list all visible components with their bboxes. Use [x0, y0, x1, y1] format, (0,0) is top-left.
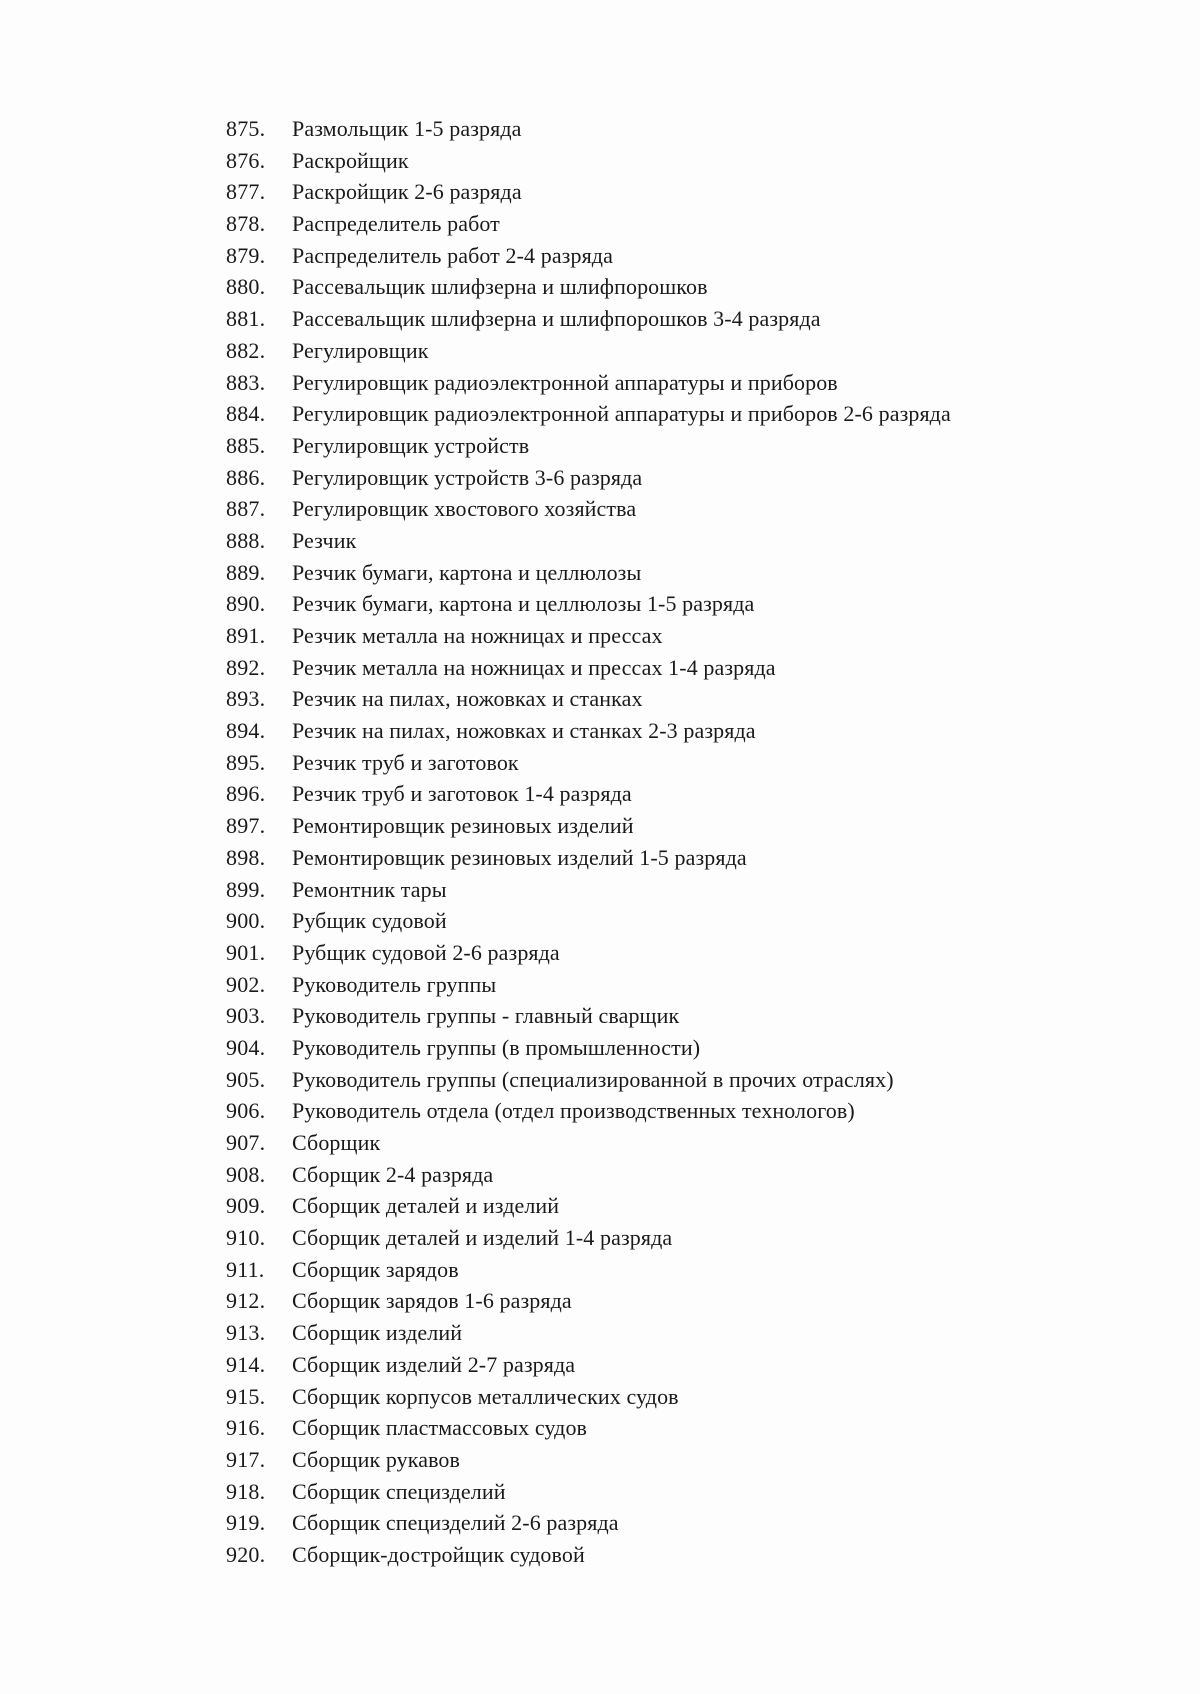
item-text: Резчик металла на ножницах и прессах	[292, 623, 663, 648]
item-number: 881.	[226, 306, 266, 332]
list-item	[226, 113, 1126, 145]
item-number: 906.	[226, 1098, 266, 1124]
list-item	[226, 208, 1126, 240]
list-item	[226, 271, 1126, 303]
item-text: Резчик на пилах, ножовках и станках 2-3 разряда	[292, 718, 756, 744]
item-text: Рубщик судовой 2-6 разряда	[292, 939, 560, 965]
item-number: 917.	[226, 1446, 266, 1472]
list-item	[226, 1000, 1126, 1032]
item-number: 875.	[226, 116, 266, 141]
item-number: 884.	[226, 401, 266, 427]
list-item	[226, 1349, 1126, 1381]
item-number: 888.	[226, 527, 266, 553]
item-number: 913.	[226, 1320, 266, 1346]
item-text: Размольщик 1-5 разряда	[292, 116, 522, 141]
list-item	[226, 462, 1126, 494]
item-number: 879.	[226, 242, 266, 268]
item-number: 876.	[226, 147, 266, 173]
list-item	[226, 1317, 1126, 1349]
item-text: Сборщик специзделий 2-6 разряда	[292, 1510, 619, 1536]
item-text: Сборщик деталей и изделий 1-4 разряда	[292, 1225, 673, 1251]
item-text: Ремонтник тары	[292, 876, 447, 902]
list-item	[226, 1476, 1126, 1508]
item-text: Руководитель группы (в промышленности)	[292, 1034, 701, 1060]
item-number: 915.	[226, 1383, 266, 1409]
item-number: 896.	[226, 781, 266, 807]
item-text: Регулировщик устройств	[292, 432, 530, 458]
item-number: 880.	[226, 274, 266, 300]
item-text: Раскройщик	[292, 147, 409, 173]
list-item	[226, 1032, 1126, 1064]
list-item	[226, 588, 1126, 620]
list-item	[226, 905, 1126, 937]
item-text: Сборщик деталей и изделий	[292, 1193, 560, 1219]
item-text: Регулировщик радиоэлектронной аппаратуры и приборов	[292, 369, 838, 395]
list-item	[226, 525, 1126, 557]
item-text: Регулировщик	[292, 337, 429, 363]
item-number: 914.	[226, 1351, 266, 1377]
item-number: 886.	[226, 464, 266, 490]
list-item	[226, 240, 1126, 272]
item-text: Руководитель группы - главный сварщик	[292, 1003, 680, 1029]
item-number: 891.	[226, 623, 266, 648]
list-item	[226, 1095, 1126, 1127]
item-number: 895.	[226, 749, 266, 775]
item-text: Сборщик 2-4 разряда	[292, 1161, 494, 1187]
list-item	[226, 1285, 1126, 1317]
item-text: Руководитель группы (специализированной в прочих отраслях)	[292, 1066, 894, 1092]
item-text: Резчик	[292, 527, 357, 553]
item-text: Сборщик рукавов	[292, 1446, 460, 1472]
item-text: Рубщик судовой	[292, 908, 447, 934]
list-item	[226, 430, 1126, 462]
item-text: Ремонтировщик резиновых изделий 1-5 разряда	[292, 844, 747, 870]
item-text: Резчик труб и заготовок 1-4 разряда	[292, 781, 632, 807]
item-number: 919.	[226, 1510, 266, 1536]
item-number: 877.	[226, 179, 266, 205]
item-text: Руководитель группы	[292, 971, 497, 997]
list-item	[226, 303, 1126, 335]
list-item	[226, 874, 1126, 906]
item-number: 902.	[226, 971, 266, 997]
item-text: Распределитель работ 2-4 разряда	[292, 242, 613, 268]
item-text: Сборщик зарядов 1-6 разряда	[292, 1288, 572, 1314]
item-text: Сборщик корпусов металлических судов	[292, 1383, 679, 1409]
item-number: 889.	[226, 559, 266, 585]
item-number: 912.	[226, 1288, 266, 1314]
item-number: 897.	[226, 813, 266, 839]
item-number: 903.	[226, 1003, 266, 1029]
item-text: Рассевальщик шлифзерна и шлифпорошков 3-4 разряда	[292, 306, 821, 332]
item-number: 885.	[226, 432, 266, 458]
item-text: Регулировщик радиоэлектронной аппаратуры и приборов 2-6 разряда	[292, 401, 951, 427]
list-item	[226, 176, 1126, 208]
item-number: 908.	[226, 1161, 266, 1187]
list-item	[226, 620, 1126, 652]
item-number: 882.	[226, 337, 266, 363]
list-item	[226, 335, 1126, 367]
list-item	[226, 842, 1126, 874]
item-number: 910.	[226, 1225, 266, 1251]
list-item	[226, 398, 1126, 430]
item-number: 916.	[226, 1415, 266, 1441]
item-text: Распределитель работ	[292, 211, 500, 237]
item-text: Сборщик зарядов	[292, 1256, 459, 1282]
item-text: Регулировщик устройств 3-6 разряда	[292, 464, 643, 490]
item-number: 900.	[226, 908, 266, 934]
list-item	[226, 1064, 1126, 1096]
list-item	[226, 1222, 1126, 1254]
item-number: 898.	[226, 844, 266, 870]
item-number: 909.	[226, 1193, 266, 1219]
list-item	[226, 1539, 1126, 1571]
item-text: Сборщик изделий	[292, 1320, 463, 1346]
list-item	[226, 1412, 1126, 1444]
list-item	[226, 1507, 1126, 1539]
list-item	[226, 1190, 1126, 1222]
list-item	[226, 937, 1126, 969]
item-text: Резчик бумаги, картона и целлюлозы 1-5 разряда	[292, 591, 755, 617]
list-item	[226, 969, 1126, 1001]
list-item	[226, 367, 1126, 399]
item-text: Ремонтировщик резиновых изделий	[292, 813, 634, 839]
item-number: 918.	[226, 1478, 266, 1504]
item-text: Сборщик	[292, 1130, 381, 1155]
item-number: 905.	[226, 1066, 266, 1092]
list-item	[226, 778, 1126, 810]
list-item	[226, 715, 1126, 747]
list-item	[226, 1381, 1126, 1413]
item-text: Сборщик специзделий	[292, 1478, 506, 1504]
list-item	[226, 683, 1126, 715]
list-item	[226, 1127, 1126, 1159]
item-number: 911.	[226, 1256, 265, 1282]
item-number: 904.	[226, 1034, 266, 1060]
item-number: 893.	[226, 686, 266, 712]
item-number: 890.	[226, 591, 266, 617]
list-item	[226, 652, 1126, 684]
item-number: 901.	[226, 939, 266, 965]
list-item	[226, 1159, 1126, 1191]
item-number: 894.	[226, 718, 266, 744]
item-number: 899.	[226, 876, 266, 902]
item-text: Раскройщик 2-6 разряда	[292, 179, 522, 205]
item-number: 907.	[226, 1130, 266, 1155]
item-text: Сборщик-достройщик судовой	[292, 1541, 585, 1567]
item-number: 892.	[226, 654, 266, 680]
item-text: Резчик металла на ножницах и прессах 1-4 разряда	[292, 654, 776, 680]
item-text: Резчик бумаги, картона и целлюлозы	[292, 559, 642, 585]
list-item	[226, 747, 1126, 779]
list-item	[226, 145, 1126, 177]
item-text: Руководитель отдела (отдел производственных технологов)	[292, 1098, 855, 1124]
item-text: Рассевальщик шлифзерна и шлифпорошков	[292, 274, 708, 300]
item-number: 883.	[226, 369, 266, 395]
item-text: Сборщик изделий 2-7 разряда	[292, 1351, 576, 1377]
list-item	[226, 493, 1126, 525]
item-number: 878.	[226, 211, 266, 237]
item-text: Резчик труб и заготовок	[292, 749, 519, 775]
list-item	[226, 557, 1126, 589]
list-item	[226, 810, 1126, 842]
item-number: 887.	[226, 496, 266, 522]
item-number: 920.	[226, 1541, 266, 1567]
profession-list	[226, 113, 1126, 1571]
list-item	[226, 1254, 1126, 1286]
item-text: Сборщик пластмассовых судов	[292, 1415, 588, 1441]
item-text: Регулировщик хвостового хозяйства	[292, 496, 637, 522]
list-item	[226, 1444, 1126, 1476]
item-text: Резчик на пилах, ножовках и станках	[292, 686, 643, 712]
